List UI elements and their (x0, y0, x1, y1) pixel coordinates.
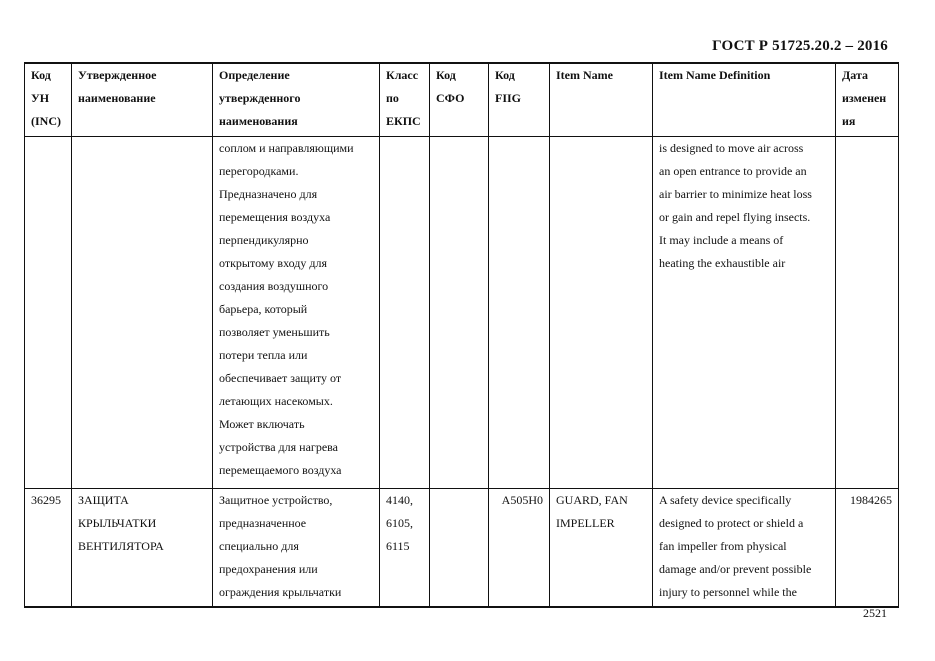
cell-approved-name (72, 137, 213, 489)
cell-inc: 36295 (25, 489, 72, 608)
column-header-sfo-code: Код СФО (430, 63, 489, 137)
table-row (25, 137, 899, 489)
cell-fiig-code: A505H0 (489, 489, 550, 608)
cell-definition-ru: соплом и направляющими перегородками. Предназначено для перемещения воздуха перпендикулярно открытому входу для создания воздушного барьера, который позволяет уменьшить потери тепла или обеспечивает защиту от летающих насекомых. Может включать устройства для нагрева перемещаемого воздуха (213, 137, 380, 489)
column-header-approved-name: Утвержденное наименование (72, 63, 213, 137)
column-header-change-date: Дата изменен ия (836, 63, 899, 137)
cell-item-name: GUARD, FAN IMPELLER (550, 489, 653, 608)
column-header-definition-ru: Определение утвержденного наименования (213, 63, 380, 137)
column-header-inc: Код УН (INC) (25, 63, 72, 137)
document-standard-title: ГОСТ Р 51725.20.2 – 2016 (712, 38, 888, 54)
cell-change-date (836, 137, 899, 489)
cell-item-name (550, 137, 653, 489)
cell-definition-ru: Защитное устройство, предназначенное специально для предохранения или ограждения крыльчатки (213, 489, 380, 608)
cell-item-name-definition: is designed to move air across an open entrance to provide an air barrier to minimize heat loss or gain and repel flying insects. It may include a means of heating the exhaustible air (653, 137, 836, 489)
nomenclature-table (24, 62, 899, 608)
cell-sfo-code (430, 137, 489, 489)
column-header-item-name-definition: Item Name Definition (653, 63, 836, 137)
column-header-item-name: Item Name (550, 63, 653, 137)
table-row (25, 489, 899, 608)
cell-item-name-definition: A safety device specifically designed to protect or shield a fan impeller from physical damage and/or prevent possible injury to personnel while the (653, 489, 836, 608)
column-header-ekps-class: Класс по ЕКПС (380, 63, 430, 137)
cell-sfo-code (430, 489, 489, 608)
column-header-fiig-code: Код FIIG (489, 63, 550, 137)
cell-change-date: 1984265 (836, 489, 899, 608)
page-number: 2521 (863, 606, 887, 620)
table-header-row (25, 63, 899, 137)
cell-fiig-code (489, 137, 550, 489)
cell-inc (25, 137, 72, 489)
cell-ekps-class (380, 137, 430, 489)
cell-approved-name: ЗАЩИТА КРЫЛЬЧАТКИ ВЕНТИЛЯТОРА (72, 489, 213, 608)
cell-ekps-class: 4140, 6105, 6115 (380, 489, 430, 608)
